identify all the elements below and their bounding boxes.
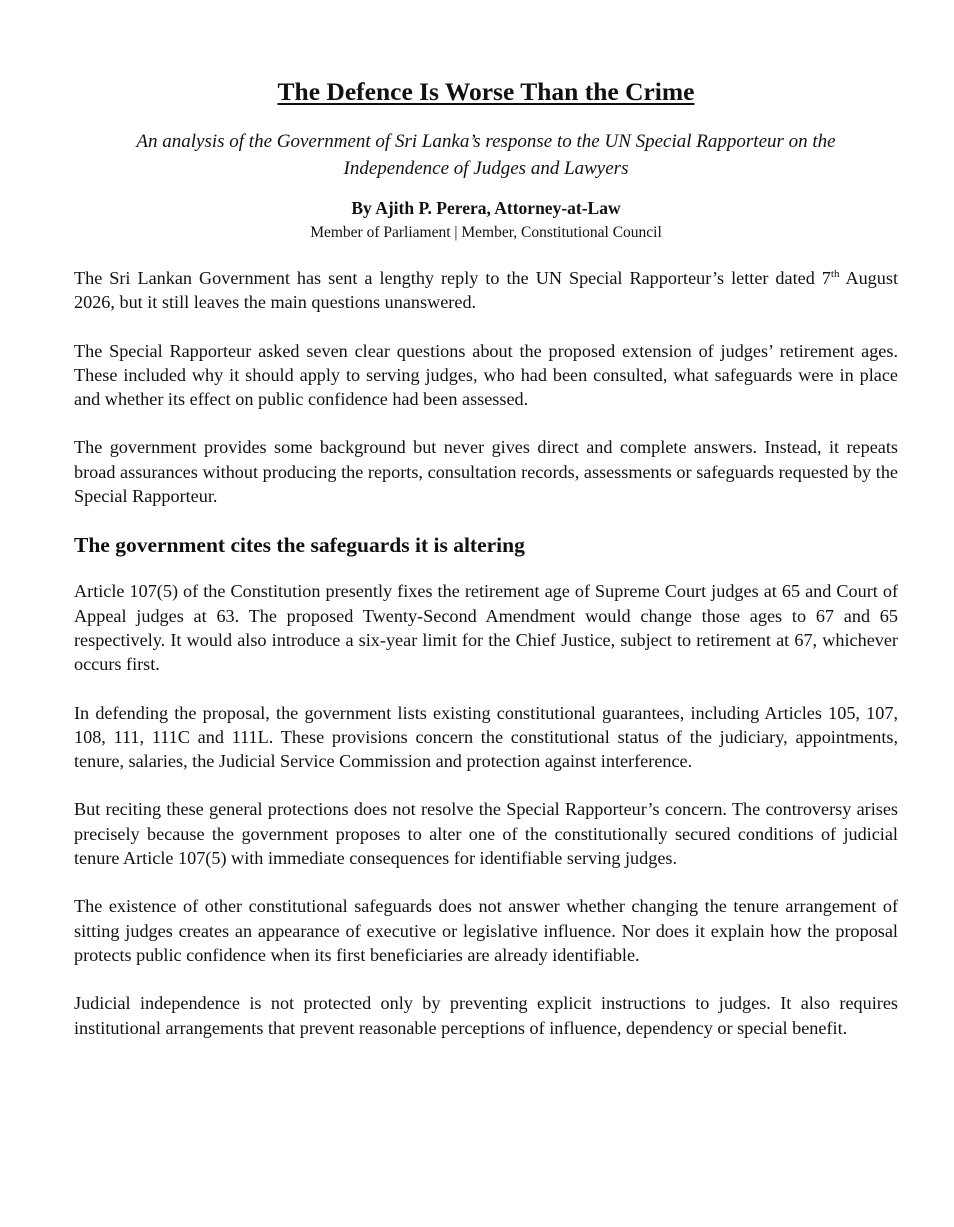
paragraph-8: Judicial independence is not protected only by preventing explicit instructions to judges. It also requires institutional arrangements that prevent reasonable perceptions of influence, dependency or special benefit.	[74, 993, 898, 1038]
paragraph-1	[74, 266, 898, 315]
ordinal-suffix: th	[830, 267, 840, 280]
subtitle-line-1: An analysis of the Government of Sri Lanka’s response to the UN Special Rapporteur on the	[136, 131, 836, 152]
paragraph-4: Article 107(5) of the Constitution presently fixes the retirement age of Supreme Court judges at 65 and Court of Appeal judges at 63. The proposed Twenty-Second Amendment would change those ages to 67 and 65 respectively. It would also introduce a six-year limit for the Chief Justice, subject to retirement at 67, whichever occurs first.	[74, 581, 898, 675]
section-heading: The government cites the safeguards it is altering	[74, 533, 525, 558]
document-subtitle	[81, 128, 891, 182]
document-title: The Defence Is Worse Than the Crime	[277, 77, 695, 106]
paragraph-2: The Special Rapporteur asked seven clear questions about the proposed extension of judges’ retirement ages. These included why it should apply to serving judges, who had been consulted, what safeguards were in place and whether its effect on public confidence had been assessed.	[74, 340, 898, 410]
paragraph-6: But reciting these general protections does not resolve the Special Rapporteur’s concern. The controversy arises precisely because the government proposes to alter one of the constitutionally secured conditions of judicial tenure Article 107(5) with immediate consequences for identifiable serving judges.	[74, 799, 898, 869]
paragraph-5: In defending the proposal, the government lists existing constitutional guarantees, including Articles 105, 107, 108, 111, 111C and 111L. These provisions concern the constitutional status of the judiciary, appointments, tenure, salaries, the Judicial Service Commission and protection against interference.	[74, 702, 898, 772]
subtitle-line-2: Independence of Judges and Lawyers	[343, 158, 629, 179]
paragraph-1-text-a: The Sri Lankan Government has sent a lengthy reply to the UN Special Rapporteur’s letter dated 7	[74, 268, 831, 288]
paragraph-7: The existence of other constitutional safeguards does not answer whether changing the tenure arrangement of sitting judges creates an appearance of executive or legislative influence. Nor does it explain how the proposal protects public confidence when its first beneficiaries are already identifiable.	[74, 896, 898, 965]
paragraph-1-text-b: August 2026, but it still leaves the main questions unanswered.	[74, 268, 898, 313]
author-byline: By Ajith P. Perera, Attorney-at-Law	[351, 198, 621, 218]
paragraph-3: The government provides some background but never gives direct and complete answers. Instead, it repeats broad assurances without producing the reports, consultation records, assessments or safeguards requested by the Special Rapporteur.	[74, 437, 898, 507]
author-affiliation: Member of Parliament | Member, Constitutional Council	[310, 224, 662, 241]
